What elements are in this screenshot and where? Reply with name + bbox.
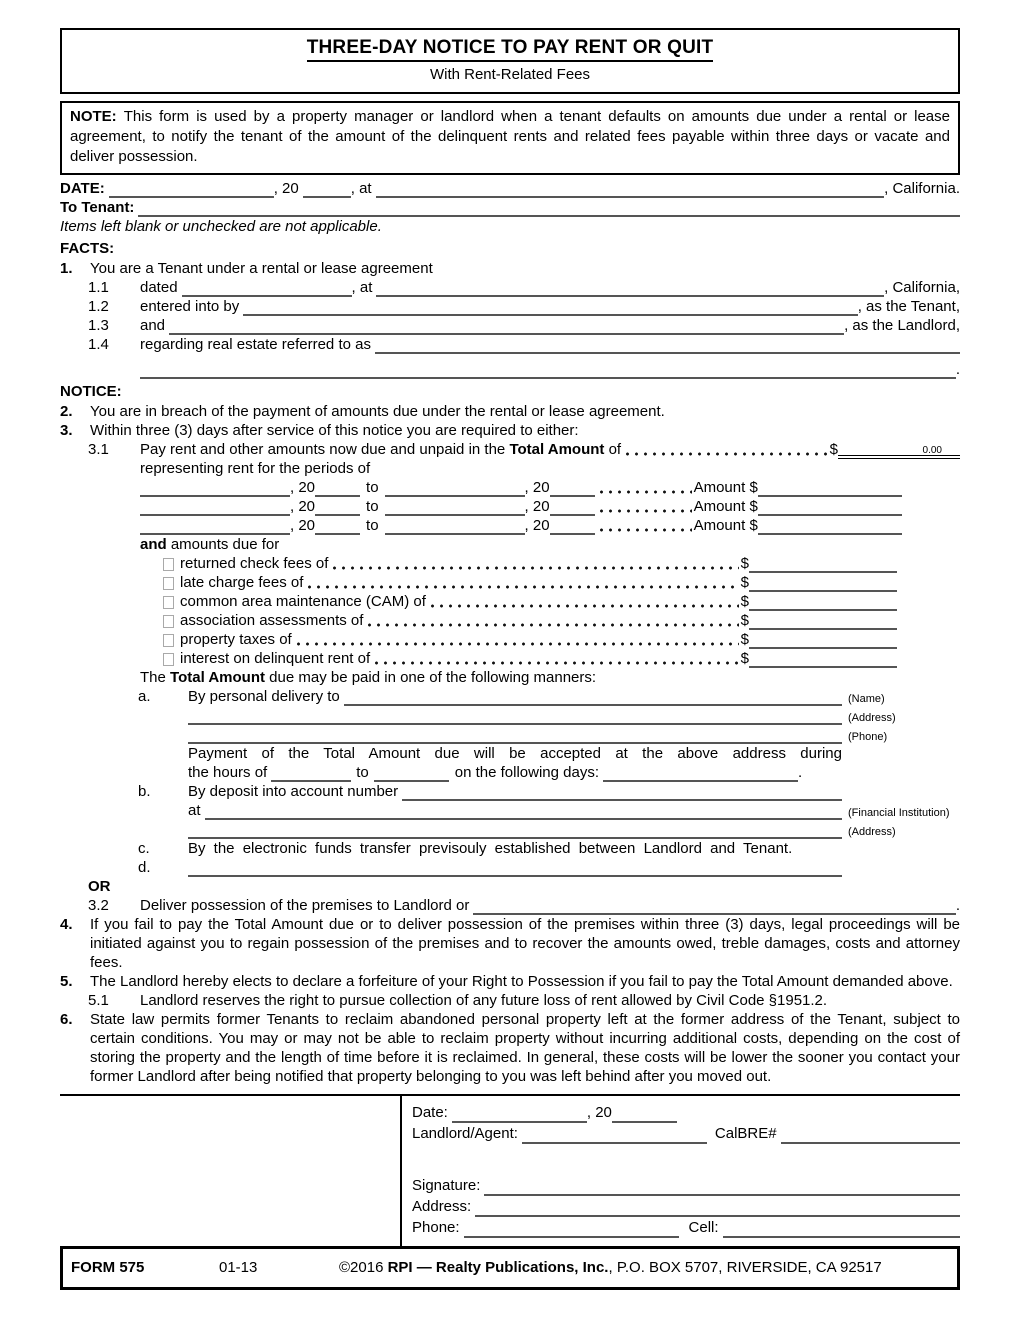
dollar-sign: $	[740, 650, 749, 667]
amounts-due-intro: and amounts due for	[140, 536, 280, 553]
manner-b	[60, 782, 960, 801]
signature-blank[interactable]	[484, 1182, 960, 1196]
address-tag: (Address)	[848, 712, 896, 724]
entered-into-label: entered into by	[140, 298, 240, 315]
hours-to-label: to	[356, 764, 369, 781]
period-2-amount-blank[interactable]	[758, 502, 902, 516]
date-row	[60, 179, 960, 198]
name-tag: (Name)	[848, 693, 885, 705]
note-label: NOTE:	[70, 108, 124, 125]
to-label: to	[366, 517, 379, 534]
notice-3-2: 3.2 Deliver possession of the premises to Landlord or .	[88, 897, 960, 914]
sig-cell-blank[interactable]	[723, 1224, 960, 1238]
at-label: at	[188, 802, 201, 819]
interest-delinquent-rent-blank[interactable]	[749, 654, 897, 668]
notice-5-text: The Landlord hereby elects to declare a forfeiture of your Right to Possession if you fail to pay the Total Amount demanded above.	[90, 973, 953, 990]
as-landlord-suffix: , as the Landlord,	[844, 317, 960, 334]
period-3-from-blank[interactable]	[140, 521, 290, 535]
period-row-2: , 20 to , 20 Amount $	[60, 497, 960, 516]
form-title: THREE-DAY NOTICE TO PAY RENT OR QUIT	[307, 37, 714, 62]
lease-city-blank[interactable]	[376, 283, 884, 297]
manner-a	[60, 687, 960, 706]
form-subtitle: With Rent-Related Fees	[429, 66, 591, 83]
personal-delivery-label: By personal delivery to	[188, 688, 340, 705]
dated-label: dated	[140, 279, 178, 296]
manner-b-letter: b.	[138, 783, 151, 800]
tenant-party-blank[interactable]	[243, 302, 857, 316]
financial-institution-blank[interactable]	[205, 806, 842, 820]
dotted-leader	[597, 483, 692, 497]
dollar-sign: $	[829, 441, 838, 458]
hours-row: the hours of to on the following days: .	[188, 764, 803, 781]
phone-tag: (Phone)	[848, 731, 888, 743]
notice-6	[60, 1010, 960, 1086]
sig-year-blank[interactable]	[612, 1109, 677, 1123]
late-charge-fees-checkbox[interactable]	[163, 577, 174, 590]
periods-intro: representing rent for the periods of	[140, 460, 371, 477]
or-separator: OR	[88, 878, 111, 895]
manner-d-blank[interactable]	[188, 863, 842, 877]
tenant-name-blank[interactable]	[138, 203, 960, 217]
property-taxes-checkbox[interactable]	[163, 634, 174, 647]
fact-1-number: 1.	[60, 260, 73, 277]
date-at-label: , at	[350, 180, 372, 197]
date-year-blank[interactable]	[303, 184, 351, 198]
of-label: of	[604, 441, 622, 458]
period-2-to-blank[interactable]	[385, 502, 525, 516]
period-1-to-year-blank[interactable]	[550, 483, 595, 497]
notice-2-number: 2.	[60, 403, 73, 420]
days-label: on the following days:	[454, 764, 599, 781]
at-label: , at	[351, 279, 373, 296]
late-charge-fees-blank[interactable]	[749, 578, 897, 592]
association-assessments-checkbox[interactable]	[163, 615, 174, 628]
fact-1-1	[60, 278, 960, 297]
dotted-leader	[372, 654, 739, 668]
notice-6-number: 6.	[60, 1011, 73, 1028]
fact-1-3	[60, 316, 960, 335]
fact-1-4	[60, 335, 960, 354]
notice-5-1	[60, 991, 960, 1010]
notice-5-1-number: 5.1	[88, 992, 109, 1009]
period-2-from-blank[interactable]	[140, 502, 290, 516]
delivery-phone-blank[interactable]	[188, 730, 842, 744]
as-tenant-suffix: , as the Tenant,	[857, 298, 960, 315]
manner-a-letter: a.	[138, 688, 151, 705]
calbre-blank[interactable]	[781, 1130, 960, 1144]
amount-label: Amount $	[693, 498, 758, 515]
notice-4-number: 4.	[60, 916, 73, 933]
period-3-to-blank[interactable]	[385, 521, 525, 535]
to-tenant-row	[60, 198, 960, 217]
manner-b-institution-row	[60, 801, 960, 820]
total-amount-bold: Total Amount	[509, 441, 605, 458]
dotted-leader	[330, 559, 738, 573]
phone-cell-row	[412, 1217, 960, 1238]
returned-check-fees-checkbox[interactable]	[163, 558, 174, 571]
manner-d-letter: d.	[138, 859, 151, 876]
fee-row-property-taxes: property taxes of $	[60, 630, 960, 649]
notice-3-1	[60, 440, 960, 459]
facts-heading: FACTS:	[60, 240, 115, 257]
fact-1-3-number: 1.3	[88, 317, 109, 334]
sig-phone-label: Phone:	[412, 1219, 460, 1236]
hours-from-blank[interactable]	[271, 768, 351, 782]
fact-1-4-continuation	[60, 354, 960, 379]
deposit-account-label: By deposit into account number	[188, 783, 399, 800]
to-label: to	[366, 498, 379, 515]
institution-address-blank[interactable]	[188, 825, 842, 839]
dollar-sign: $	[740, 631, 749, 648]
notice-3-number: 3.	[60, 422, 73, 439]
sig-address-label: Address:	[412, 1198, 472, 1215]
notice-5-number: 5.	[60, 973, 73, 990]
fact-1-text: You are a Tenant under a rental or lease agreement	[90, 260, 433, 277]
notice-3-1-number: 3.1	[88, 441, 109, 458]
form-number: FORM 575	[71, 1259, 145, 1276]
fee-row-late-charge: late charge fees of $	[60, 573, 960, 592]
to-label: to	[366, 479, 379, 496]
publisher-name: RPI — Realty Publications, Inc.	[387, 1259, 609, 1276]
signature-left-blank-area	[60, 1096, 400, 1246]
period-2-to-year-blank[interactable]	[550, 502, 595, 516]
electronic-transfer-text: By the electronic funds transfer previsouly established between Landlord and Tenant.	[188, 840, 793, 857]
dotted-leader	[623, 445, 828, 459]
date-blank[interactable]	[109, 184, 274, 198]
period-1-from-blank[interactable]	[140, 483, 290, 497]
fee-row-returned-check: returned check fees of $	[60, 554, 960, 573]
signature-row	[412, 1175, 960, 1196]
sig-cell-label: Cell:	[688, 1219, 719, 1236]
delivery-name-blank[interactable]	[344, 692, 842, 706]
sig-address-blank[interactable]	[475, 1203, 960, 1217]
manner-d	[60, 858, 960, 877]
california-suffix: , California.	[884, 180, 960, 197]
dollar-sign: $	[740, 555, 749, 572]
period-1-to-blank[interactable]	[385, 483, 525, 497]
interest-delinquent-rent-checkbox[interactable]	[163, 653, 174, 666]
dotted-leader	[597, 521, 692, 535]
deliver-possession-blank[interactable]	[473, 901, 955, 915]
signature-label: Signature:	[412, 1177, 481, 1194]
period-2-from-year-blank[interactable]	[315, 502, 360, 516]
dollar-sign: $	[740, 574, 749, 591]
date-label: DATE:	[60, 180, 105, 197]
calbre-label: CalBRE#	[714, 1125, 777, 1142]
pay-rent-lead: Pay rent and other amounts now due and unpaid in the	[140, 441, 510, 458]
sig-date-blank[interactable]	[452, 1109, 587, 1123]
financial-institution-tag: (Financial Institution)	[848, 807, 950, 819]
notice-2	[60, 402, 960, 421]
dotted-leader	[428, 597, 739, 611]
hours-label: the hours of	[188, 764, 268, 781]
manner-b-address-row	[60, 820, 960, 839]
sig-date-label: Date:	[412, 1104, 448, 1121]
cam-checkbox[interactable]	[163, 596, 174, 609]
period-3-from-year-blank[interactable]	[315, 521, 360, 535]
signature-gap	[412, 1144, 960, 1175]
and-label: and	[140, 317, 166, 334]
association-assessments-blank[interactable]	[749, 616, 897, 630]
lease-date-blank[interactable]	[182, 283, 352, 297]
period-1-amount-blank[interactable]	[758, 483, 902, 497]
hours-to-blank[interactable]	[374, 768, 449, 782]
to-tenant-label: To Tenant:	[60, 199, 135, 216]
real-estate-label: regarding real estate referred to as	[140, 336, 371, 353]
title-box	[60, 28, 960, 94]
amount-label: Amount $	[693, 479, 758, 496]
signature-date-row: Date: , 20	[412, 1102, 960, 1123]
fee-row-cam: common area maintenance (CAM) of $	[60, 592, 960, 611]
date-year-prefix: , 20	[273, 180, 299, 197]
landlord-agent-row	[412, 1123, 960, 1144]
notice-3-text: Within three (3) days after service of this notice you are required to either:	[90, 422, 579, 439]
notice-5	[60, 972, 960, 991]
returned-check-fees-blank[interactable]	[749, 559, 897, 573]
fee-row-association: association assessments of $	[60, 611, 960, 630]
fact-1-1-number: 1.1	[88, 279, 109, 296]
sig-phone-blank[interactable]	[464, 1224, 679, 1238]
fact-1-4-number: 1.4	[88, 336, 109, 353]
period-row-3: , 20 to , 20 Amount $	[60, 516, 960, 535]
fact-1	[60, 259, 960, 278]
dotted-leader	[365, 616, 738, 630]
blank-items-note: Items left blank or unchecked are not applicable.	[60, 218, 382, 235]
notice-heading: NOTICE:	[60, 383, 122, 400]
notice-6-text: State law permits former Tenants to reclaim abandoned personal property left at the former address of the Tenant, subject to certain conditions. You may or may not be able to reclaim property without incurring additional costs, depending on the cost of storing the property and the length of time before it is reclaimed. In general, these costs will be lower the sooner you contact your former Landlord after being notified that property belonging to you was left behind after you moved out.	[90, 1011, 960, 1085]
notice-3	[60, 421, 960, 440]
landlord-agent-blank[interactable]	[522, 1130, 707, 1144]
account-number-blank[interactable]	[402, 787, 842, 801]
dotted-leader	[294, 635, 739, 649]
property-address-blank[interactable]	[375, 340, 960, 354]
property-address-blank-2[interactable]	[140, 365, 956, 379]
delivery-address-blank[interactable]	[188, 711, 842, 725]
form-edition: 01-13	[219, 1259, 258, 1276]
dollar-sign: $	[740, 593, 749, 610]
note-box	[60, 101, 960, 175]
days-blank[interactable]	[603, 768, 798, 782]
amount-label: Amount $	[693, 517, 758, 534]
landlord-agent-label: Landlord/Agent:	[412, 1125, 518, 1142]
fact-1-2	[60, 297, 960, 316]
total-amount-field[interactable]: 0.00	[838, 445, 960, 459]
manners-intro: The Total Amount due may be paid in one of the following manners:	[140, 669, 597, 686]
signature-panel	[400, 1096, 960, 1246]
copyright-line: ©2016 RPI — Realty Publications, Inc., P.O. BOX 5707, RIVERSIDE, CA 92517	[339, 1259, 882, 1276]
period-1-from-year-blank[interactable]	[315, 483, 360, 497]
note-text: This form is used by a property manager or landlord when a tenant defaults on amounts due under a rental or lease agreement, to notify the tenant of the amount of the delinquent rents and related fees payable within three days or vacate and deliver possession.	[70, 108, 950, 165]
california-comma: , California,	[884, 279, 960, 296]
deliver-possession-label: Deliver possession of the premises to Landlord or	[140, 897, 470, 914]
fact-1-2-number: 1.2	[88, 298, 109, 315]
footer-box	[60, 1246, 960, 1290]
cam-blank[interactable]	[749, 597, 897, 611]
notice-3-2-number: 3.2	[88, 897, 109, 914]
notice-4	[60, 915, 960, 972]
end-period: .	[955, 361, 960, 378]
address-tag: (Address)	[848, 826, 896, 838]
address-row	[412, 1196, 960, 1217]
signature-section	[60, 1094, 960, 1246]
manner-c	[60, 839, 960, 858]
dotted-leader	[597, 502, 692, 516]
dotted-leader	[305, 578, 738, 592]
dollar-sign: $	[740, 612, 749, 629]
landlord-party-blank[interactable]	[169, 321, 844, 335]
notice-2-text: You are in breach of the payment of amounts due under the rental or lease agreement.	[90, 403, 665, 420]
fee-row-interest: interest on delinquent rent of $	[60, 649, 960, 668]
period-3-to-year-blank[interactable]	[550, 521, 595, 535]
date-city-blank[interactable]	[376, 184, 885, 198]
manner-a-address-row	[60, 706, 960, 725]
payment-accepted-line: Payment of the Total Amount due will be accepted at the above address during	[188, 745, 842, 762]
notice-5-1-text: Landlord reserves the right to pursue collection of any future loss of rent allowed by Civil Code §1951.2.	[140, 992, 828, 1009]
manner-c-letter: c.	[138, 840, 150, 857]
period-3-amount-blank[interactable]	[758, 521, 902, 535]
period-row-1: , 20 to , 20 Amount $	[60, 478, 960, 497]
manner-a-phone-row	[60, 725, 960, 744]
notice-4-text: If you fail to pay the Total Amount due or to deliver possession of the premises within three (3) days, legal proceedings will be initiated against you to regain possession of the premises and to recover the amounts owed, treble damages, costs and attorney fees.	[90, 916, 960, 971]
property-taxes-blank[interactable]	[749, 635, 897, 649]
